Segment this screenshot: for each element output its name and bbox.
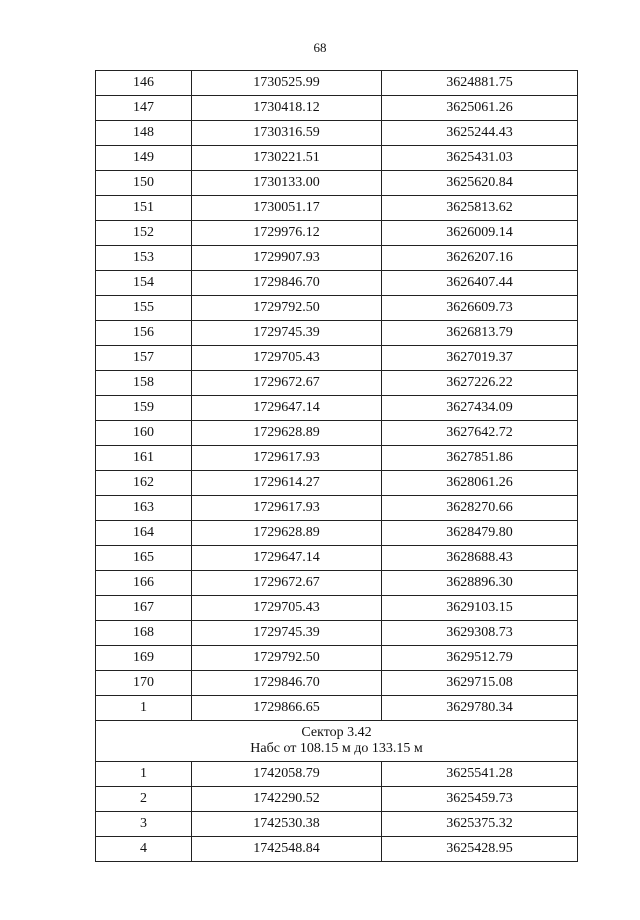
point-number-cell: 159 (96, 396, 192, 421)
y-coordinate-cell: 3625375.32 (382, 812, 578, 837)
point-number-cell: 166 (96, 571, 192, 596)
y-coordinate-cell: 3625813.62 (382, 196, 578, 221)
table-row (96, 221, 578, 246)
y-coordinate-cell: 3627226.22 (382, 371, 578, 396)
x-coordinate-cell: 1729792.50 (192, 296, 382, 321)
x-coordinate-cell: 1729745.39 (192, 621, 382, 646)
x-coordinate-cell: 1742548.84 (192, 837, 382, 862)
point-number-cell: 165 (96, 546, 192, 571)
table-row (96, 496, 578, 521)
y-coordinate-cell: 3625620.84 (382, 171, 578, 196)
x-coordinate-cell: 1729614.27 (192, 471, 382, 496)
point-number-cell: 4 (96, 837, 192, 862)
table-row (96, 171, 578, 196)
table-row (96, 446, 578, 471)
y-coordinate-cell: 3627642.72 (382, 421, 578, 446)
y-coordinate-cell: 3627434.09 (382, 396, 578, 421)
point-number-cell: 149 (96, 146, 192, 171)
x-coordinate-cell: 1729792.50 (192, 646, 382, 671)
y-coordinate-cell: 3629308.73 (382, 621, 578, 646)
x-coordinate-cell: 1729647.14 (192, 546, 382, 571)
point-number-cell: 169 (96, 646, 192, 671)
x-coordinate-cell: 1730316.59 (192, 121, 382, 146)
table-row (96, 146, 578, 171)
y-coordinate-cell: 3626407.44 (382, 271, 578, 296)
point-number-cell: 167 (96, 596, 192, 621)
table-row (96, 596, 578, 621)
table-row (96, 787, 578, 812)
point-number-cell: 158 (96, 371, 192, 396)
y-coordinate-cell: 3625541.28 (382, 762, 578, 787)
point-number-cell: 151 (96, 196, 192, 221)
x-coordinate-cell: 1742290.52 (192, 787, 382, 812)
x-coordinate-cell: 1729745.39 (192, 321, 382, 346)
sector-header-group (96, 721, 578, 762)
x-coordinate-cell: 1729976.12 (192, 221, 382, 246)
table-row (96, 571, 578, 596)
point-number-cell: 1 (96, 762, 192, 787)
point-number-cell: 161 (96, 446, 192, 471)
table-row (96, 762, 578, 787)
table-row (96, 837, 578, 862)
y-coordinate-cell: 3628479.80 (382, 521, 578, 546)
y-coordinate-cell: 3629103.15 (382, 596, 578, 621)
table-row (96, 271, 578, 296)
x-coordinate-cell: 1729628.89 (192, 521, 382, 546)
sector-header-row (96, 721, 578, 762)
x-coordinate-cell: 1729866.65 (192, 696, 382, 721)
table-row (96, 321, 578, 346)
x-coordinate-cell: 1729846.70 (192, 671, 382, 696)
x-coordinate-cell: 1729672.67 (192, 571, 382, 596)
table-row (96, 371, 578, 396)
y-coordinate-cell: 3625431.03 (382, 146, 578, 171)
y-coordinate-cell: 3628688.43 (382, 546, 578, 571)
table-row (96, 396, 578, 421)
x-coordinate-cell: 1730525.99 (192, 71, 382, 96)
table-row (96, 196, 578, 221)
coordinates-table-body-bottom (96, 762, 578, 862)
x-coordinate-cell: 1730133.00 (192, 171, 382, 196)
sector-header-cell (96, 721, 578, 762)
x-coordinate-cell: 1730221.51 (192, 146, 382, 171)
table-row (96, 71, 578, 96)
coordinates-table-body-top (96, 71, 578, 721)
point-number-cell: 153 (96, 246, 192, 271)
sector-title: Сектор 3.42 (301, 725, 372, 740)
x-coordinate-cell: 1742058.79 (192, 762, 382, 787)
x-coordinate-cell: 1729647.14 (192, 396, 382, 421)
y-coordinate-cell: 3626009.14 (382, 221, 578, 246)
x-coordinate-cell: 1729628.89 (192, 421, 382, 446)
table-row (96, 812, 578, 837)
table-row (96, 346, 578, 371)
y-coordinate-cell: 3626813.79 (382, 321, 578, 346)
coordinates-table (95, 70, 578, 862)
x-coordinate-cell: 1730051.17 (192, 196, 382, 221)
point-number-cell: 157 (96, 346, 192, 371)
point-number-cell: 150 (96, 171, 192, 196)
x-coordinate-cell: 1729705.43 (192, 346, 382, 371)
page-number: 68 (313, 40, 327, 55)
table-row (96, 621, 578, 646)
x-coordinate-cell: 1729617.93 (192, 446, 382, 471)
y-coordinate-cell: 3628896.30 (382, 571, 578, 596)
point-number-cell: 164 (96, 521, 192, 546)
x-coordinate-cell: 1730418.12 (192, 96, 382, 121)
table-row (96, 671, 578, 696)
y-coordinate-cell: 3625428.95 (382, 837, 578, 862)
point-number-cell: 1 (96, 696, 192, 721)
x-coordinate-cell: 1742530.38 (192, 812, 382, 837)
sector-subtitle: Набс от 108.15 м до 133.15 м (250, 741, 423, 756)
y-coordinate-cell: 3625244.43 (382, 121, 578, 146)
point-number-cell: 154 (96, 271, 192, 296)
x-coordinate-cell: 1729907.93 (192, 246, 382, 271)
table-row (96, 96, 578, 121)
y-coordinate-cell: 3625061.26 (382, 96, 578, 121)
point-number-cell: 147 (96, 96, 192, 121)
x-coordinate-cell: 1729672.67 (192, 371, 382, 396)
table-row (96, 421, 578, 446)
table-row (96, 646, 578, 671)
y-coordinate-cell: 3626207.16 (382, 246, 578, 271)
point-number-cell: 162 (96, 471, 192, 496)
table-row (96, 521, 578, 546)
y-coordinate-cell: 3628270.66 (382, 496, 578, 521)
y-coordinate-cell: 3629780.34 (382, 696, 578, 721)
point-number-cell: 170 (96, 671, 192, 696)
y-coordinate-cell: 3629715.08 (382, 671, 578, 696)
y-coordinate-cell: 3627851.86 (382, 446, 578, 471)
x-coordinate-cell: 1729617.93 (192, 496, 382, 521)
y-coordinate-cell: 3627019.37 (382, 346, 578, 371)
point-number-cell: 3 (96, 812, 192, 837)
point-number-cell: 2 (96, 787, 192, 812)
point-number-cell: 156 (96, 321, 192, 346)
table-row (96, 246, 578, 271)
y-coordinate-cell: 3629512.79 (382, 646, 578, 671)
point-number-cell: 155 (96, 296, 192, 321)
point-number-cell: 168 (96, 621, 192, 646)
point-number-cell: 152 (96, 221, 192, 246)
y-coordinate-cell: 3624881.75 (382, 71, 578, 96)
table-row (96, 471, 578, 496)
point-number-cell: 148 (96, 121, 192, 146)
y-coordinate-cell: 3628061.26 (382, 471, 578, 496)
table-row (96, 121, 578, 146)
table-row (96, 696, 578, 721)
table-row (96, 296, 578, 321)
point-number-cell: 163 (96, 496, 192, 521)
table-row (96, 546, 578, 571)
x-coordinate-cell: 1729846.70 (192, 271, 382, 296)
point-number-cell: 146 (96, 71, 192, 96)
y-coordinate-cell: 3626609.73 (382, 296, 578, 321)
y-coordinate-cell: 3625459.73 (382, 787, 578, 812)
x-coordinate-cell: 1729705.43 (192, 596, 382, 621)
point-number-cell: 160 (96, 421, 192, 446)
